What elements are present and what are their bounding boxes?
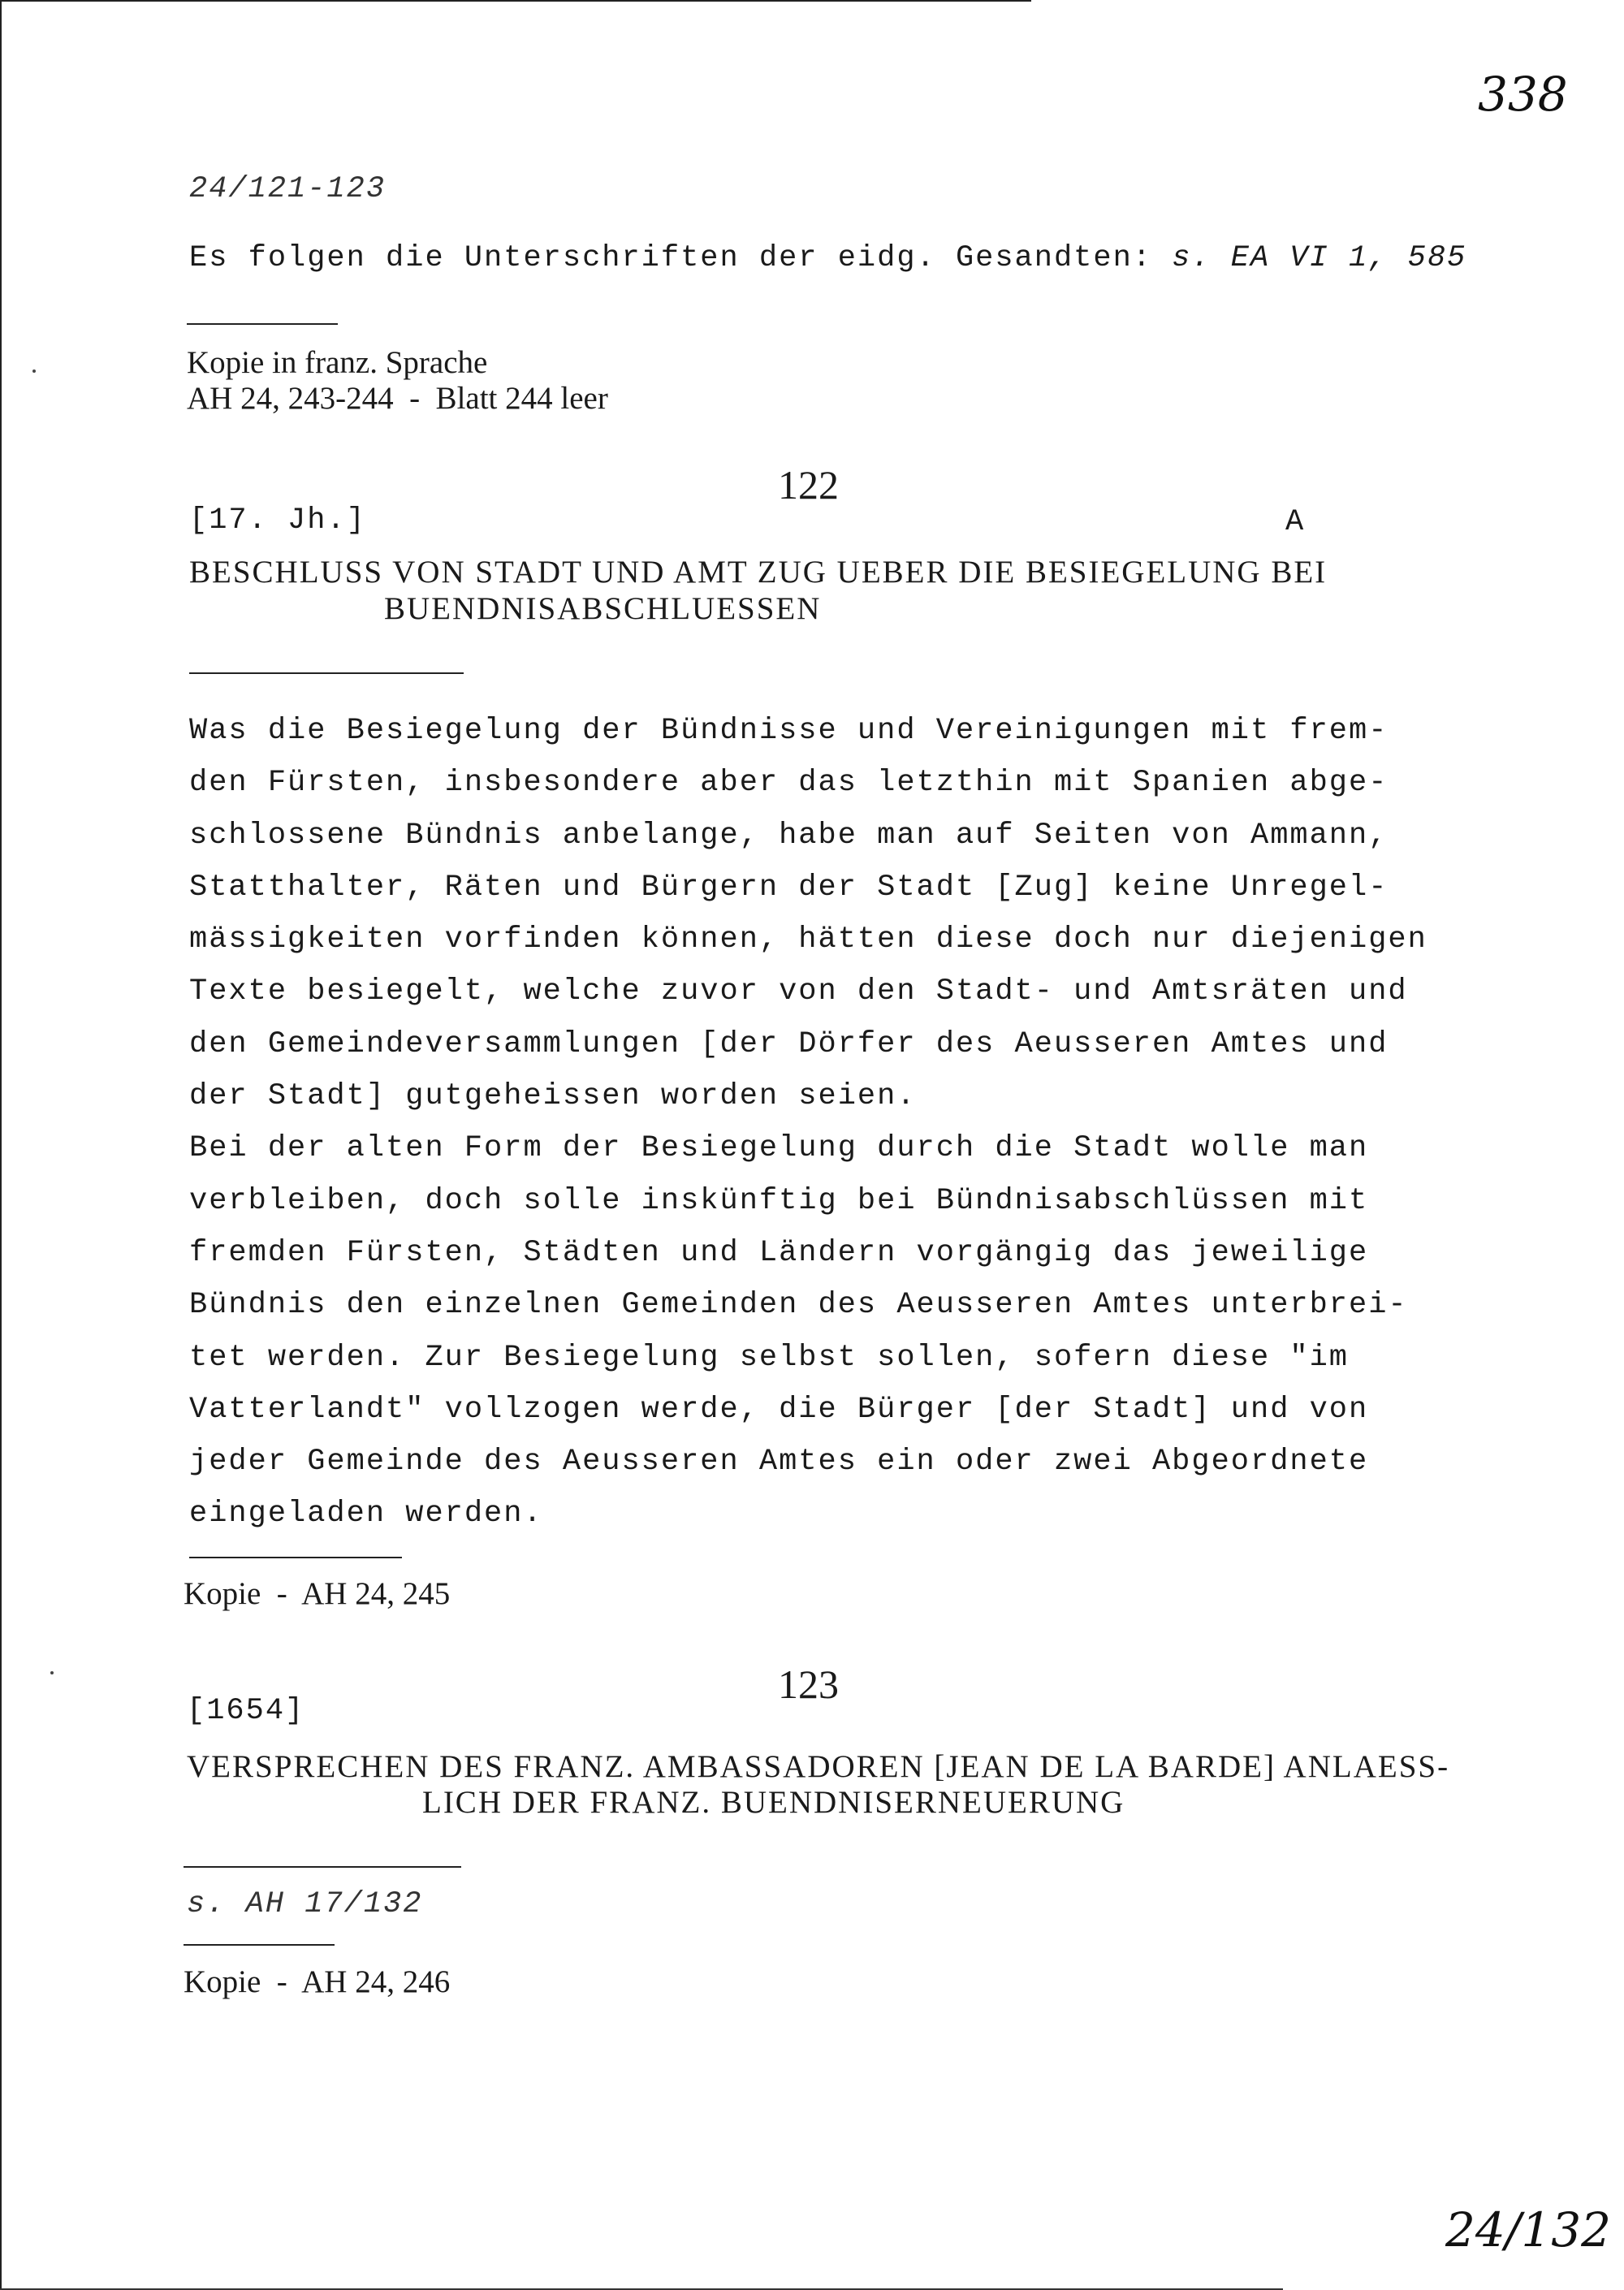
- body-line: den Fürsten, insbesondere aber das letzthin mit Spanien abge-: [189, 766, 1389, 801]
- body-line: der Stadt] gutgeheissen worden seien.: [189, 1079, 917, 1114]
- entry-title-line1: BESCHLUSS VON STADT UND AMT ZUG UEBER DIE BESIEGELUNG BEI: [189, 555, 1328, 590]
- page-border-left: [0, 0, 2, 2290]
- signatures-reference: s. EA VI 1, 585: [1172, 241, 1467, 275]
- cross-reference: s. AH 17/132: [187, 1887, 423, 1921]
- body-line: schlossene Bündnis anbelange, habe man auf Seiten von Ammann,: [189, 818, 1389, 853]
- entry-number: 122: [778, 462, 839, 508]
- body-line: eingeladen werden.: [189, 1497, 543, 1532]
- entry-marker: A: [1285, 505, 1306, 539]
- entry-number: 123: [778, 1661, 839, 1707]
- entry-title-line2: BUENDNISABSCHLUESSEN: [384, 591, 822, 626]
- body-line: Bündnis den einzelnen Gemeinden des Aeusseren Amtes unterbrei-: [189, 1288, 1408, 1323]
- entry-body: [189, 705, 1456, 1540]
- copy-source: AH 24, 243-244 - Blatt 244 leer: [187, 381, 608, 416]
- body-line: Was die Besiegelung der Bündnisse und Vereinigungen mit frem-: [189, 714, 1389, 748]
- body-line: jeder Gemeinde des Aeusseren Amtes ein oder zwei Abgeordnete: [189, 1445, 1369, 1480]
- entry-title-line2: LICH DER FRANZ. BUENDNISERNEUERUNG: [422, 1785, 1125, 1820]
- entry-source: Kopie - AH 24, 245: [184, 1576, 451, 1611]
- entry-reference: 24/121-123: [189, 172, 387, 206]
- divider: [184, 1866, 461, 1868]
- divider: [189, 672, 464, 674]
- divider: [184, 1944, 335, 1946]
- divider: [189, 1557, 402, 1558]
- signatures-text: Es folgen die Unterschriften der eidg. Gesandten:: [189, 241, 1173, 275]
- body-line: mässigkeiten vorfinden können, hätten diese doch nur diejenigen: [189, 922, 1427, 957]
- entry-date: [17. Jh.]: [189, 503, 366, 538]
- entry-title-line1: VERSPRECHEN DES FRANZ. AMBASSADOREN [JEAN DE LA BARDE] ANLAESS-: [187, 1749, 1450, 1784]
- body-line: tet werden. Zur Besiegelung selbst sollen, sofern diese "im: [189, 1340, 1350, 1375]
- scan-speck: [32, 369, 36, 373]
- handwritten-page-number: 338: [1478, 67, 1568, 122]
- body-line: den Gemeindeversammlungen [der Dörfer des Aeusseren Amtes und: [189, 1026, 1389, 1061]
- body-line: verbleiben, doch solle inskünftig bei Bündnisabschlüssen mit: [189, 1183, 1369, 1218]
- page-border-top: [0, 0, 1031, 2]
- signatures-line: [189, 241, 1466, 275]
- divider: [187, 323, 338, 325]
- body-line: Bei der alten Form der Besiegelung durch die Stadt wolle man: [189, 1131, 1369, 1166]
- handwritten-archive-number: 24/132: [1445, 2202, 1612, 2258]
- entry-source: Kopie - AH 24, 246: [184, 1964, 451, 1999]
- scan-speck: [50, 1671, 54, 1674]
- body-line: Statthalter, Räten und Bürgern der Stadt [Zug] keine Unregel-: [189, 870, 1389, 905]
- body-line: Vatterlandt" vollzogen werde, die Bürger [der Stadt] und von: [189, 1392, 1369, 1427]
- body-line: fremden Fürsten, Städten und Ländern vorgängig das jeweilige: [189, 1235, 1369, 1270]
- copy-note: Kopie in franz. Sprache: [187, 345, 488, 380]
- body-line: Texte besiegelt, welche zuvor von den Stadt- und Amtsräten und: [189, 974, 1408, 1009]
- entry-date: [1654]: [187, 1694, 305, 1728]
